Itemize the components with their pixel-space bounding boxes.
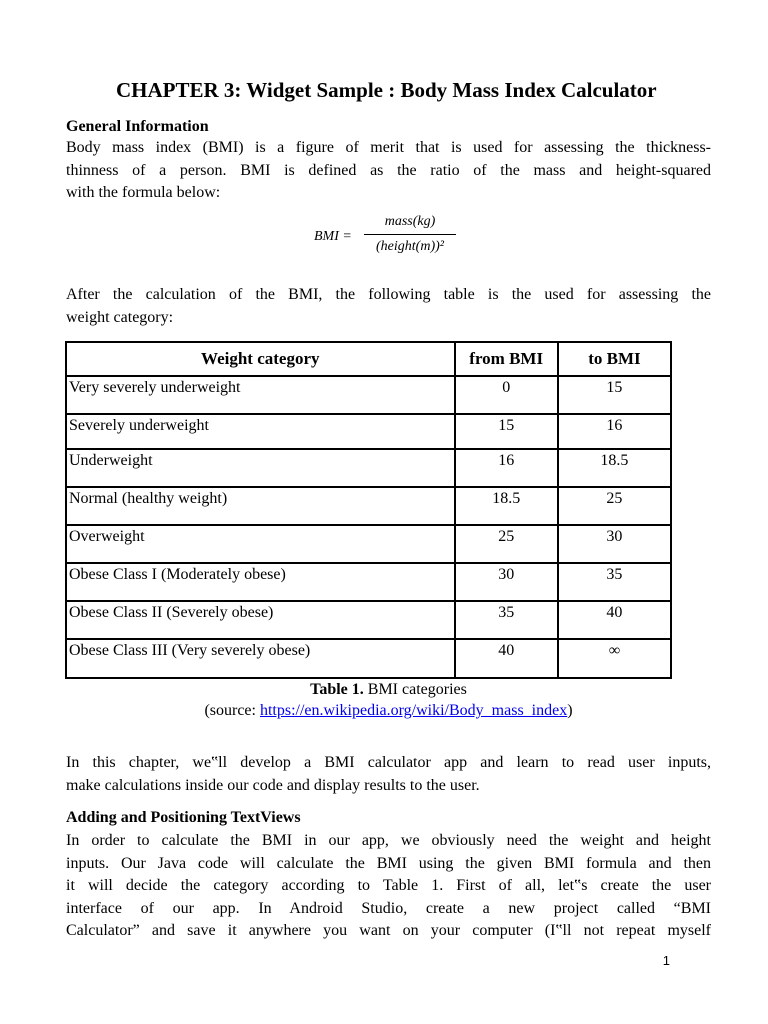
from-bmi-cell: 0 — [455, 376, 558, 414]
paragraph-line: thinness of a person. BMI is defined as the ratio of the mass and height-squared — [66, 161, 711, 179]
textviews-heading: Adding and Positioning TextViews — [66, 809, 301, 826]
to-bmi-cell: 40 — [558, 601, 671, 639]
from-bmi-cell: 16 — [455, 449, 558, 487]
weight-category-cell: Obese Class II (Severely obese) — [66, 601, 455, 639]
from-bmi-cell: 35 — [455, 601, 558, 639]
chapter-intro-paragraph — [66, 752, 711, 797]
table-row — [66, 601, 671, 639]
chapter-title: CHAPTER 3: Widget Sample : Body Mass Index Calculator — [116, 78, 657, 102]
weight-category-cell: Normal (healthy weight) — [66, 487, 455, 525]
column-header: from BMI — [455, 342, 558, 376]
weight-category-cell: Obese Class III (Very severely obese) — [66, 639, 455, 678]
caption-text: BMI categories — [363, 681, 467, 698]
to-bmi-cell: 15 — [558, 376, 671, 414]
table-row — [66, 449, 671, 487]
table-row — [66, 487, 671, 525]
source-suffix: ) — [567, 702, 573, 719]
textviews-paragraph — [66, 830, 711, 943]
general-info-paragraph — [66, 137, 711, 205]
to-bmi-cell: 16 — [558, 414, 671, 449]
weight-category-cell: Underweight — [66, 449, 455, 487]
from-bmi-cell: 25 — [455, 525, 558, 563]
paragraph-line: Body mass index (BMI) is a figure of merit that is used for assessing the thickness- — [66, 139, 711, 156]
table-row — [66, 563, 671, 601]
paragraph-line: In order to calculate the BMI in our app, we obviously need the weight and height — [66, 832, 711, 849]
formula-fraction-bar — [364, 234, 456, 235]
column-header: Weight category — [66, 342, 455, 376]
from-bmi-cell: 40 — [455, 639, 558, 678]
source-link[interactable]: https://en.wikipedia.org/wiki/Body_mass_index — [259, 702, 568, 719]
table-caption — [66, 679, 711, 700]
weight-category-cell: Severely underweight — [66, 414, 455, 449]
formula-numerator: mass(kg) — [384, 214, 436, 229]
source-prefix: (source: — [204, 702, 260, 719]
paragraph-line: it will decide the category according to Table 1. First of all, let‟s create the user — [66, 877, 711, 894]
bmi-categories-table — [65, 341, 672, 679]
table-header-row — [66, 342, 671, 376]
paragraph-line: weight category: — [66, 308, 174, 326]
paragraph-line: make calculations inside our code and display results to the user. — [66, 776, 480, 794]
formula-denominator: (height(m))² — [376, 239, 444, 254]
table-row — [66, 639, 671, 678]
caption-label: Table 1. — [310, 681, 364, 698]
bmi-formula — [314, 212, 459, 264]
paragraph-line: interface of our app. In Android Studio, create a new project called “BMI — [66, 899, 711, 917]
weight-category-cell: Overweight — [66, 525, 455, 563]
weight-category-cell: Obese Class I (Moderately obese) — [66, 563, 455, 601]
table-source — [66, 700, 711, 721]
from-bmi-cell: 18.5 — [455, 487, 558, 525]
table-intro-paragraph — [66, 284, 711, 329]
paragraph-line: In this chapter, we‟ll develop a BMI calculator app and learn to read user inputs, — [66, 754, 711, 771]
paragraph-line: After the calculation of the BMI, the following table is the used for assessing the — [66, 286, 711, 303]
table-row — [66, 414, 671, 449]
to-bmi-cell: 35 — [558, 563, 671, 601]
table-row — [66, 525, 671, 563]
from-bmi-cell: 30 — [455, 563, 558, 601]
paragraph-line: Calculator” and save it anywhere you want on your computer (I‟ll not repeat myself — [66, 922, 711, 939]
paragraph-line: with the formula below: — [66, 184, 221, 201]
weight-category-cell: Very severely underweight — [66, 376, 455, 414]
from-bmi-cell: 15 — [455, 414, 558, 449]
column-header: to BMI — [558, 342, 671, 376]
to-bmi-cell: 18.5 — [558, 449, 671, 487]
table-row — [66, 376, 671, 414]
to-bmi-cell: ∞ — [558, 639, 671, 678]
to-bmi-cell: 25 — [558, 487, 671, 525]
formula-lhs: BMI = — [314, 229, 352, 244]
page-number: 1 — [662, 953, 670, 968]
general-info-heading: General Information — [66, 118, 209, 135]
to-bmi-cell: 30 — [558, 525, 671, 563]
paragraph-line: inputs. Our Java code will calculate the BMI using the given BMI formula and then — [66, 854, 711, 872]
